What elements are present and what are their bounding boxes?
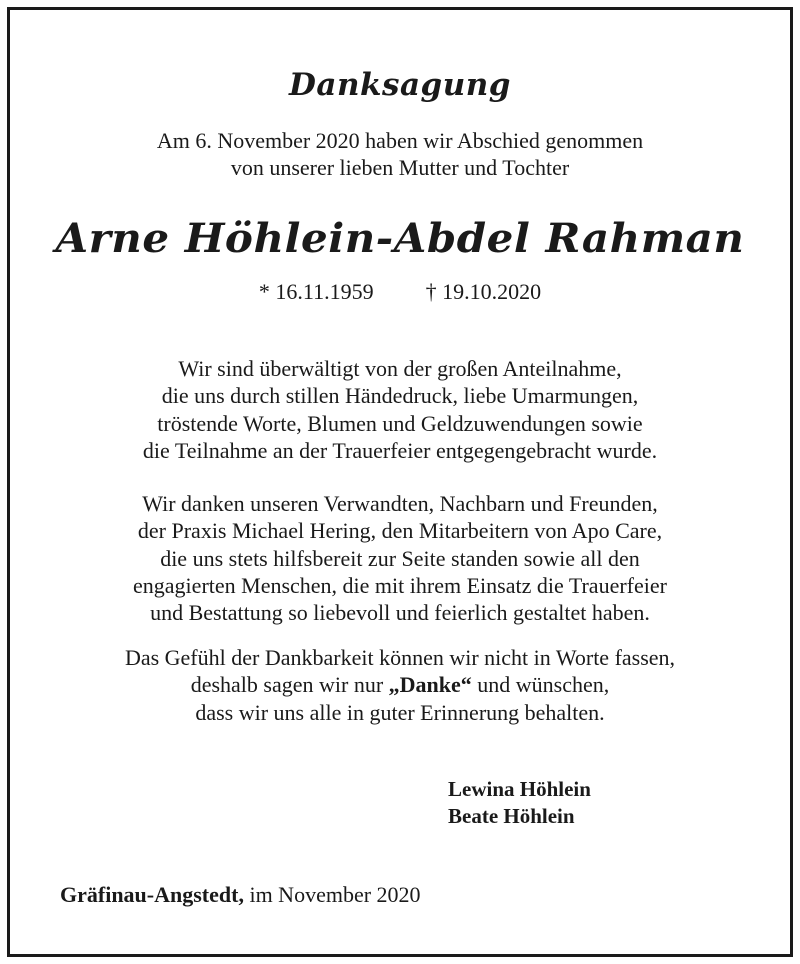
thanks-paragraph-1: [10, 355, 790, 464]
birth-date: * 16.11.1959: [258, 279, 374, 304]
paragraph-line: [10, 671, 790, 698]
death-date: † 19.10.2020: [425, 279, 542, 304]
paragraph-line: die uns stets hilfsbereit zur Seite standen sowie all den: [160, 545, 640, 571]
paragraph-line: dass wir uns alle in guter Erinnerung behalten.: [195, 699, 605, 725]
paragraph-fragment: deshalb sagen wir nur: [190, 672, 389, 698]
life-dates: [10, 277, 790, 307]
paragraph-line: Das Gefühl der Dankbarkeit können wir nicht in Worte fassen,: [124, 645, 676, 670]
intro-line: Am 6. November 2020 haben wir Abschied genommen: [156, 128, 644, 153]
place-name: Gräfinau-Angstedt,: [60, 882, 244, 907]
paragraph-line: die Teilnahme an der Trauerfeier entgegengebracht wurde.: [142, 437, 658, 463]
place-and-date: [60, 880, 421, 910]
paragraph-fragment: und wünschen,: [471, 672, 610, 698]
paragraph-line: die uns durch stillen Händedruck, liebe Umarmungen,: [161, 383, 639, 409]
thanks-paragraph-2: [10, 490, 790, 626]
paragraph-line: und Bestattung so liebevoll und feierlich gestaltet haben.: [150, 600, 650, 626]
notice-frame: [7, 7, 793, 957]
date-text: im November 2020: [243, 882, 421, 907]
paragraph-line: Wir sind überwältigt von der großen Anteilnahme,: [178, 356, 622, 381]
paragraph-line: engagierten Menschen, die mit ihrem Einsatz die Trauerfeier: [133, 572, 667, 598]
notice-title: Danksagung: [289, 67, 511, 103]
paragraph-line: der Praxis Michael Hering, den Mitarbeitern von Apo Care,: [137, 518, 663, 544]
intro-line: von unserer lieben Mutter und Tochter: [230, 155, 570, 180]
paragraph-line: tröstende Worte, Blumen und Geldzuwendungen sowie: [157, 410, 643, 436]
signers: [448, 776, 591, 830]
intro-text: [10, 127, 790, 181]
signer-name: Beate Höhlein: [448, 804, 575, 828]
paragraph-line: Wir danken unseren Verwandten, Nachbarn und Freunden,: [142, 491, 658, 516]
deceased-name: Arne Höhlein-Abdel Rahman: [55, 215, 745, 262]
danke-emphasis: „Danke“: [388, 672, 472, 698]
signer-name: Lewina Höhlein: [448, 777, 591, 801]
thanks-paragraph-3: [10, 644, 790, 726]
